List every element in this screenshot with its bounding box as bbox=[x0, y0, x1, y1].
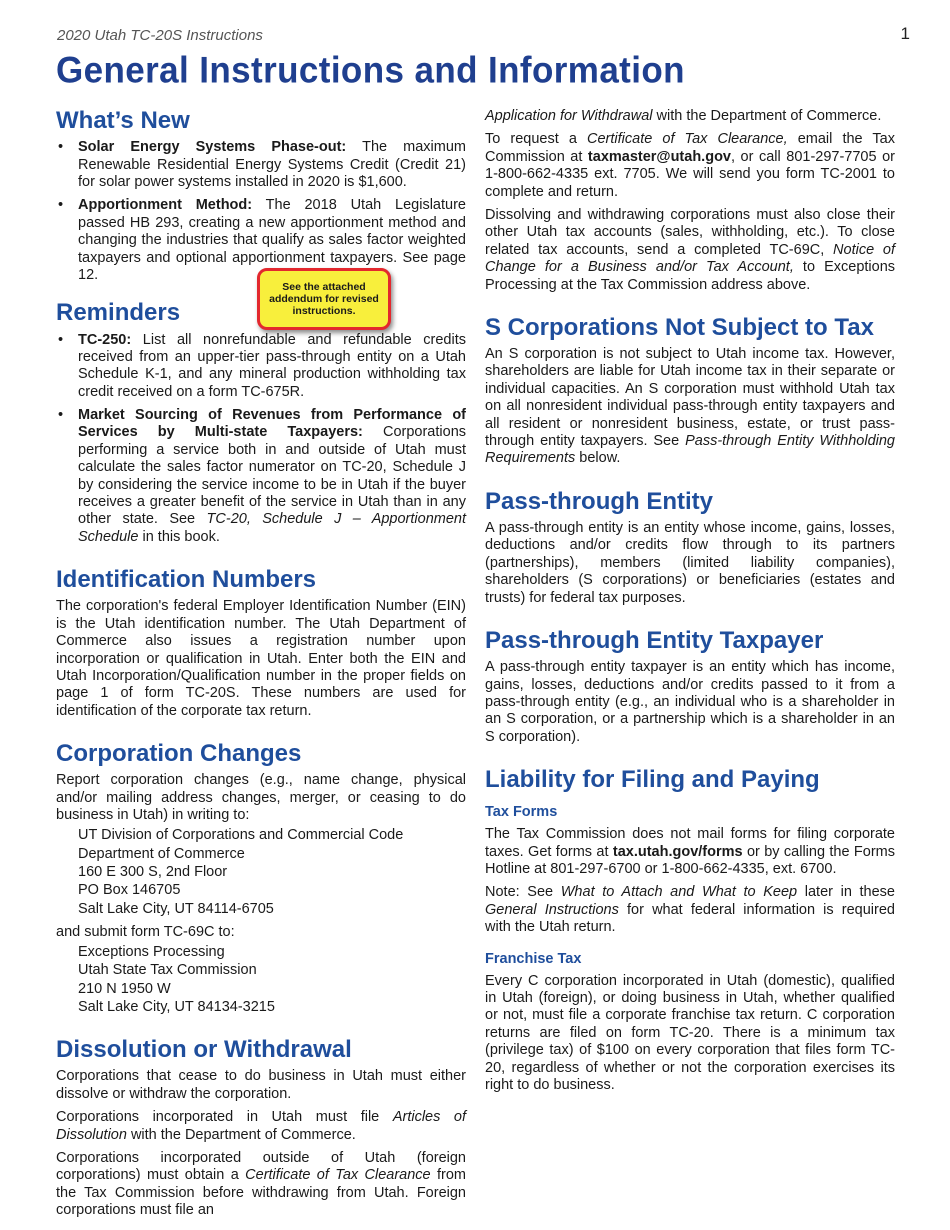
identification-heading: Identification Numbers bbox=[56, 566, 317, 594]
text-run: Note: See bbox=[485, 884, 561, 901]
item-label: Apportionment Method: bbox=[78, 197, 253, 214]
corporation-changes-intro: Report corporation changes (e.g., name change, physical and/or mailing address changes, merger, or ceasing to do business in Utah) in writing to: bbox=[56, 772, 466, 824]
tax-forms-p2 bbox=[485, 884, 895, 936]
reminders-list bbox=[56, 332, 466, 547]
text-run: An S corporation is not subject to Utah income tax. However, shareholders are liable for Utah income tax in their separate or individual capacities. An S corporation must withhold Utah tax on all nonresident individual pass-through entity taxpayers and all resident or nonresident business, estate, or trust pass-through entity taxpayers. See bbox=[485, 346, 895, 450]
document-ref: Certificate of Tax Clearance bbox=[245, 1167, 431, 1184]
dissolution-p4 bbox=[485, 131, 895, 201]
whats-new-heading: What’s New bbox=[56, 107, 190, 134]
dissolution-heading: Dissolution or Withdrawal bbox=[56, 1036, 352, 1064]
item-label: TC-250: bbox=[78, 331, 132, 348]
page-number: 1 bbox=[900, 24, 910, 43]
tax-commission-address bbox=[78, 943, 466, 1016]
item-text: Corporations performing a service both in and outside of Utah must calculate the sales factor numerator on TC-20, Schedule J by considering the service income to be in Utah if the buyer receives a greater benefit of the service in Utah than in any other state. See bbox=[78, 424, 467, 528]
text-run: Corporations incorporated outside of Utah (foreign corporations) must obtain a bbox=[56, 1150, 466, 1184]
address-line: Department of Commerce bbox=[78, 845, 245, 862]
bullet-icon: • bbox=[58, 197, 64, 214]
list-item bbox=[56, 139, 466, 191]
list-item bbox=[56, 407, 466, 546]
item-reference: TC-20, Schedule J – Apportionment Schedule bbox=[78, 511, 466, 545]
text-run: The Tax Commission does not mail forms for filing corporate taxes. Get forms at bbox=[485, 826, 895, 860]
document-ref: Application for Withdrawal bbox=[485, 108, 653, 124]
tax-forms-p1 bbox=[485, 826, 895, 878]
bullet-icon: • bbox=[58, 139, 64, 156]
address-line: Utah State Tax Commission bbox=[78, 962, 257, 979]
right-column bbox=[485, 108, 895, 1100]
reminders-heading: Reminders bbox=[56, 299, 181, 327]
document-ref: Articles of Dissolution bbox=[56, 1109, 466, 1143]
franchise-tax-text: Every C corporation incorporated in Utah (domestic), qualified in Utah (foreign), or doing business in Utah, whether qualified or not, must file a corporate franchise tax return. C corporation returns are filed on form TC-20. There is a minimum tax (privilege tax) of $100 on every corporation that files form TC-20, regardless of whether or not the corporation exercises its right to do business. bbox=[485, 972, 895, 1093]
document-ref: Pass-through Entity Withholding Requirements bbox=[485, 433, 895, 467]
pte-heading: Pass-through Entity bbox=[485, 487, 714, 515]
pte-text: A pass-through entity is an entity whose income, gains, losses, deductions and/or credits flow through to its partners (partnerships), members (limited liability companies), shareholders (S corporations) or beneficiaries (estates and trusts) for federal tax purposes. bbox=[485, 520, 895, 606]
franchise-tax-subheading: Franchise Tax bbox=[485, 950, 582, 967]
dissolution-p5 bbox=[485, 207, 895, 294]
item-text: The 2018 Utah Legislature passed HB 293, creating a new apportionment method and changing the industries that qualify as sales factor weighted taxpayers and optional apportionment taxpayers. See page 12. bbox=[78, 197, 466, 283]
item-tail: in this book. bbox=[138, 528, 220, 545]
list-item bbox=[56, 332, 466, 402]
commerce-address bbox=[78, 826, 466, 917]
item-text: List all nonrefundable and refundable credits received from an upper-tier pass-through entity on a Utah Schedule K-1, and any mineral production withholding tax credit received on a form TC-675R. bbox=[78, 331, 466, 400]
pte-taxpayer-text: A pass-through entity taxpayer is an entity which has income, gains, losses, deductions and/or credits passed to it from a pass-through entity (e.g., an individual who is a shareholder in an S corporation, or a partnership which is a shareholder in an S corporation). bbox=[485, 659, 895, 745]
and-submit-text: and submit form TC-69C to: bbox=[56, 923, 235, 940]
forms-link[interactable]: tax.utah.gov/forms bbox=[612, 843, 743, 860]
dissolution-p3-continued bbox=[485, 108, 895, 125]
item-text: The maximum Renewable Residential Energy Systems Credit (Credit 21) for solar power systems installed in 2020 is $1,600. bbox=[78, 139, 467, 190]
item-label: Market Sourcing of Revenues from Performance of Services by Multi-state Taxpayers: bbox=[78, 407, 466, 441]
text-run: to Exceptions Processing at the Tax Commission address above. bbox=[485, 259, 896, 293]
s-corp-heading: S Corporations Not Subject to Tax bbox=[485, 313, 874, 341]
address-line: Salt Lake City, UT 84134-3215 bbox=[78, 998, 275, 1015]
text-run: or by calling the Forms Hotline at 801-297-6700 or 1-800-662-4335, ext. 6700. bbox=[485, 843, 895, 878]
running-head: 2020 Utah TC-20S Instructions bbox=[57, 27, 263, 44]
text-run: To request a bbox=[485, 131, 588, 148]
bullet-icon: • bbox=[58, 407, 64, 424]
email-link[interactable]: taxmaster@utah.gov bbox=[587, 148, 731, 165]
dissolution-p1: Corporations that cease to do business in Utah must either dissolve or withdraw the corporation. bbox=[56, 1068, 466, 1102]
text-run: from the Tax Commission before withdrawing from Utah. Foreign corporations must file an bbox=[56, 1167, 466, 1219]
text-run: for what federal information is required with the Utah return. bbox=[485, 901, 895, 936]
identification-text: The corporation's federal Employer Identification Number (EIN) is the Utah identification number. The Utah Department of Commerce also issues a registration number upon incorporation or qualification in Utah. Enter both the EIN and Utah Incorporation/Qualification number in the proper fields on page 1 of form TC-20S. These numbers are used for identification of the corporate tax return. bbox=[56, 598, 466, 719]
page-title: General Instructions and Information bbox=[56, 50, 685, 91]
document-ref: What to Attach and What to Keep bbox=[560, 884, 798, 901]
address-line: PO Box 146705 bbox=[78, 882, 181, 899]
text-run: later in these bbox=[797, 884, 895, 901]
whats-new-list bbox=[56, 139, 466, 284]
addendum-stamp bbox=[257, 268, 391, 330]
address-line: UT Division of Corporations and Commercial Code bbox=[78, 827, 404, 844]
stamp-text: See the attached addendum for revised instructions. bbox=[269, 280, 379, 318]
address-line: 160 E 300 S, 2nd Floor bbox=[78, 864, 228, 880]
address-line: Exceptions Processing bbox=[78, 944, 225, 961]
s-corp-text bbox=[485, 346, 895, 468]
text-run: with the Department of Commerce. bbox=[126, 1126, 356, 1143]
document-ref: Certificate of Tax Clearance, bbox=[587, 131, 788, 148]
text-run: , or call 801-297-7705 or 1-800-662-4335 ext. 7705. We will send you form TC-2001 to complete and return. bbox=[485, 148, 895, 200]
address-line: 210 N 1950 W bbox=[78, 980, 171, 997]
text-run: with the Department of Commerce. bbox=[652, 108, 882, 124]
text-run: Dissolving and withdrawing corporations must also close their other Utah tax accounts (sales, withholding, etc.). To close related tax accounts, send a completed TC-69C, bbox=[485, 206, 895, 258]
text-run: below. bbox=[575, 450, 621, 467]
document-ref: Notice of Change for a Business and/or Tax Account, bbox=[485, 241, 895, 276]
dissolution-p2 bbox=[56, 1109, 466, 1144]
bullet-icon: • bbox=[58, 331, 64, 348]
document-ref: General Instructions bbox=[485, 901, 619, 918]
address-line: Salt Lake City, UT 84114-6705 bbox=[78, 900, 274, 917]
text-run: Corporations incorporated in Utah must file bbox=[56, 1109, 393, 1126]
dissolution-p3 bbox=[56, 1150, 466, 1220]
corporation-changes-heading: Corporation Changes bbox=[56, 740, 302, 768]
item-label: Solar Energy Systems Phase-out: bbox=[78, 139, 347, 156]
text-run: email the Tax Commission at bbox=[485, 131, 895, 165]
pte-taxpayer-heading: Pass-through Entity Taxpayer bbox=[485, 626, 824, 654]
tax-forms-subheading: Tax Forms bbox=[485, 804, 558, 821]
liability-heading: Liability for Filing and Paying bbox=[485, 766, 820, 794]
